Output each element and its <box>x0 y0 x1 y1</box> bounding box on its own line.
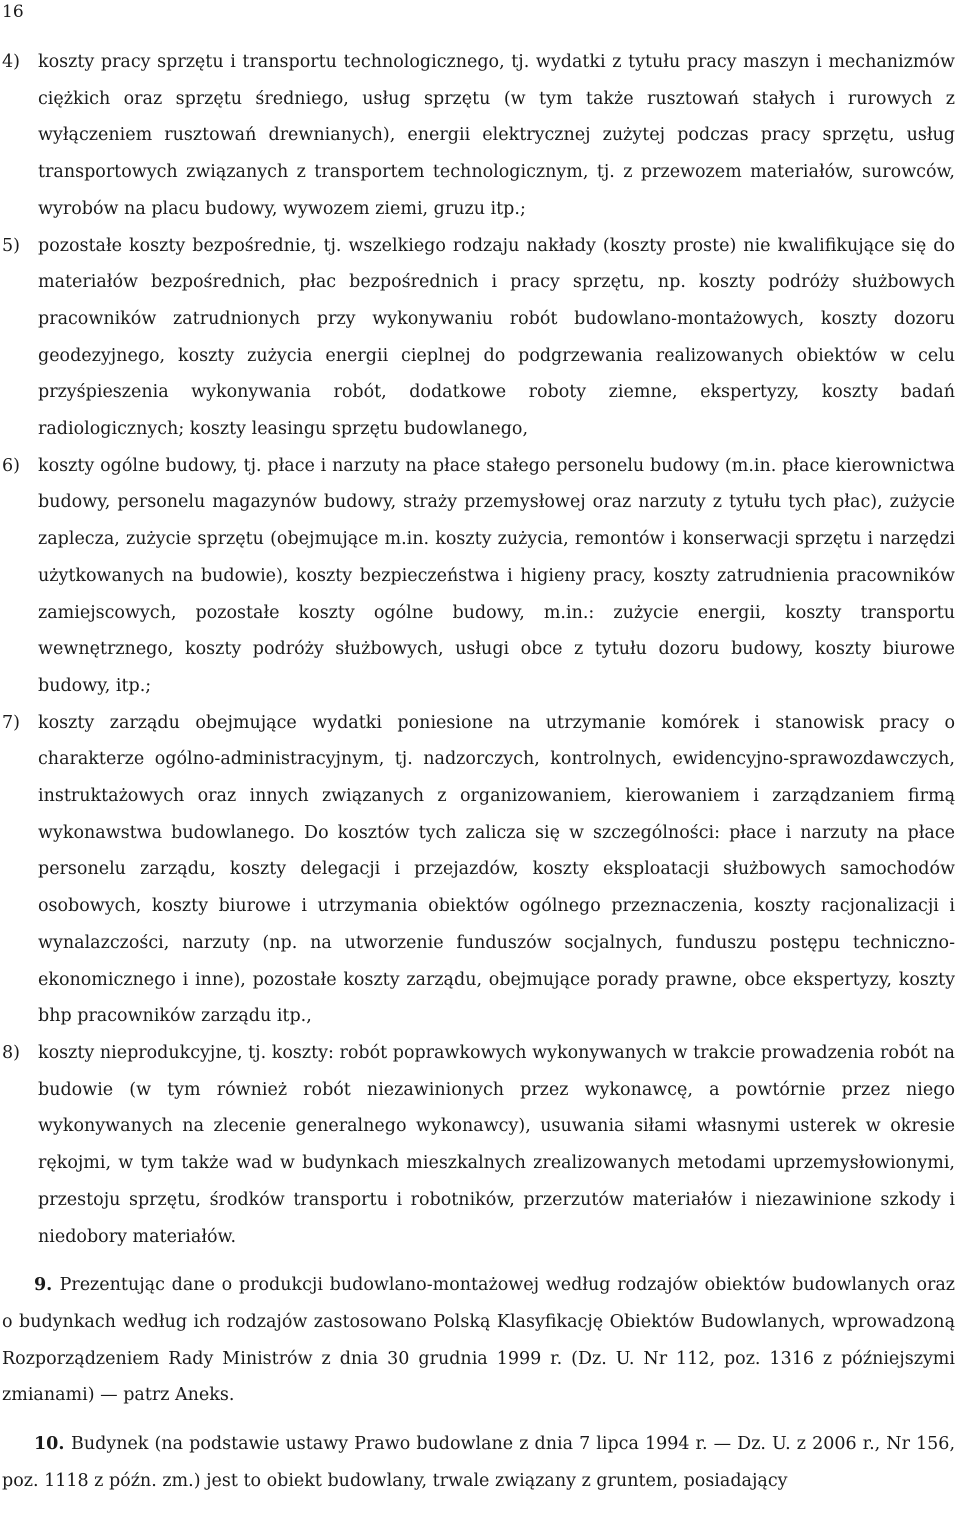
paragraph-text: Prezentując dane o produkcji budowlano-montażowej według rodzajów obiektów budowlanych oraz o budynkach według ich rodzajów zastosowano Polską Klasyfikację Obiektów Budowlanych, wprowadzoną Rozporządzeniem Rady Ministrów z dnia 30 grudnia 1999 r. (Dz. U. Nr 112, poz. 1316 z późniejszymi zmianami) — patrz Aneks. <box>2 1275 955 1406</box>
list-item-number: 8) <box>2 1042 20 1063</box>
list-item-number: 7) <box>2 712 20 733</box>
list-item-text: koszty pracy sprzętu i transportu technologicznego, tj. wydatki z tytułu pracy maszyn i mechanizmów ciężkich oraz sprzętu średniego, usług sprzętu (w tym także rusztowań stałych i rurowych z wyłączeniem rusztowań drewnianych), energii elektrycznej zużytej podczas pracy sprzętu, usług transportowych związanych z transportem technologicznym, tj. z przewozem materiałów, surowców, wyrobów na placu budowy, wywozem ziemi, gruzu itp.; <box>38 52 955 219</box>
paragraph-number: 9. <box>34 1275 60 1296</box>
list-item <box>2 1035 955 1255</box>
list-item-text: pozostałe koszty bezpośrednie, tj. wszelkiego rodzaju nakłady (koszty proste) nie kwalifikujące się do materiałów bezpośrednich, płac bezpośrednich i pracy sprzętu, np. koszty podróży służbowych pracowników zatrudnionych przy wykonywaniu robót budowlano-montażowych, koszty dozoru geodezyjnego, koszty zużycia energii cieplnej do podgrzewania realizowanych obiektów w celu przyśpieszenia wykonywania robót, dodatkowe roboty ziemne, ekspertyzy, koszty badań radiologicznych; koszty leasingu sprzętu budowlanego, <box>38 235 955 440</box>
list-item-text: koszty nieprodukcyjne, tj. koszty: robót poprawkowych wykonywanych w trakcie prowadzenia robót na budowie (w tym również robót niezawinionych przez wykonawcę, a powtórnie przez niego wykonywanych na zlecenie generalnego wykonawcy), usuwania siłami własnymi usterek w okresie rękojmi, w tym także wad w budynkach mieszkalnych zrealizowanych metodami uprzemysłowionymi, przestoju sprzętu, środków transportu i robotników, przerzutów materiałów i niezawinione szkody i niedobory materiałów. <box>38 1042 955 1247</box>
spacer <box>2 1414 955 1422</box>
numbered-paragraph <box>2 1267 955 1414</box>
spacer <box>2 1255 955 1263</box>
list-item <box>2 705 955 1035</box>
document-body <box>2 44 955 1499</box>
paragraph-number: 10. <box>34 1434 72 1455</box>
list-item-text: koszty zarządu obejmujące wydatki poniesione na utrzymanie komórek i stanowisk pracy o charakterze ogólno-administracyjnym, tj. nadzorczych, kontrolnych, ewidencyjno-sprawozdawczych, instruktażowych oraz innych związanych z organizowaniem, kierowaniem i zarządzaniem firmą wykonawstwa budowlanego. Do kosztów tych zalicza się w szczególności: płace i narzuty na płace personelu zarządu, koszty delegacji i przejazdów, koszty eksploatacji służbowych samochodów osobowych, koszty biurowe i utrzymania obiektów ogólnego przeznaczenia, koszty racjonalizacji i wynalazczości, narzuty (np. na utworzenie funduszów socjalnych, funduszu postępu techniczno-ekonomicznego i inne), pozostałe koszty zarządu, obejmujące porady prawne, obce ekspertyzy, koszty bhp pracowników zarządu itp., <box>38 712 955 1027</box>
numbered-paragraph <box>2 1426 955 1499</box>
list-item <box>2 44 955 228</box>
list-item-number: 5) <box>2 235 20 256</box>
list-item-number: 6) <box>2 455 20 476</box>
list-item <box>2 448 955 705</box>
list-item-number: 4) <box>2 52 20 72</box>
list-item-text: koszty ogólne budowy, tj. płace i narzuty na płace stałego personelu budowy (m.in. płace kierownictwa budowy, personelu magazynów budowy, straży przemysłowej oraz narzuty z tytułu tych płac), zużycie zaplecza, zużycie sprzętu (obejmujące m.in. koszty zużycia, remontów i konserwacji sprzętu i narzędzi użytkowanych na budowie), koszty bezpieczeństwa i higieny pracy, koszty zatrudnienia pracowników zamiejscowych, pozostałe koszty ogólne budowy, m.in.: zużycie energii, koszty transportu wewnętrznego, koszty podróży służbowych, usługi obce z tytułu dozoru budowy, koszty biurowe budowy, itp.; <box>38 455 955 696</box>
page-number: 16 <box>2 2 24 22</box>
list-item <box>2 228 955 448</box>
paragraph-text: Budynek (na podstawie ustawy Prawo budowlane z dnia 7 lipca 1994 r. — Dz. U. z 2006 r., Nr 156, poz. 1118 z późn. zm.) jest to obiekt budowlany, trwale związany z gruntem, posiadający <box>2 1434 956 1491</box>
